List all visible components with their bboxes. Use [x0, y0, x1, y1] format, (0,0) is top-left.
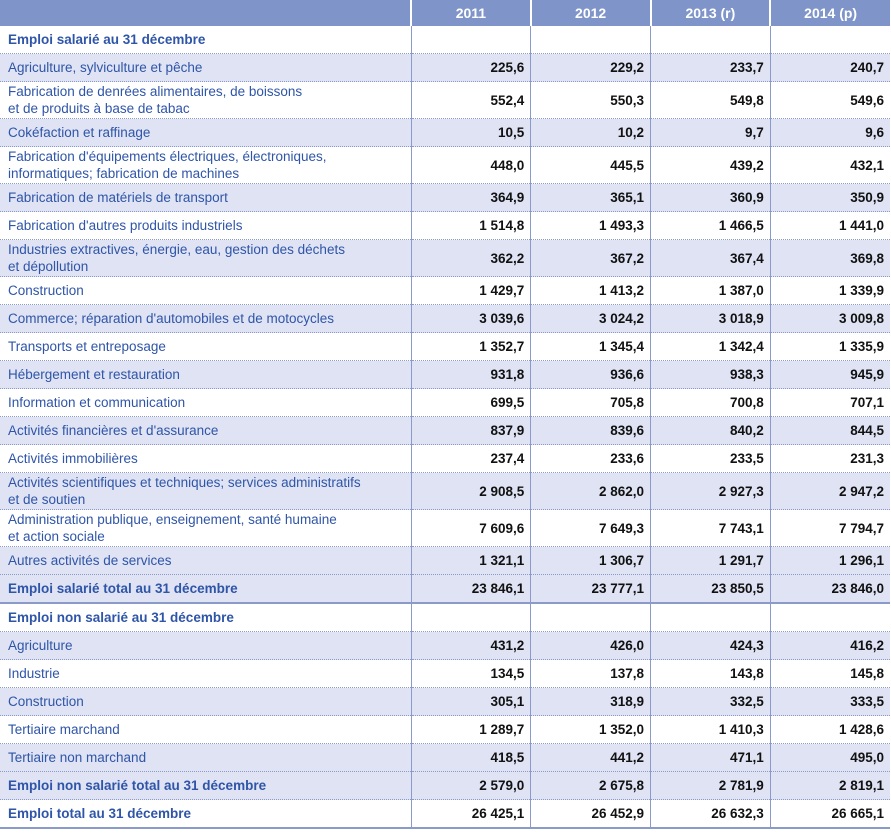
row-label: Industrie	[0, 660, 411, 688]
value-cell: 23 850,5	[651, 575, 771, 604]
value-cell: 839,6	[531, 417, 651, 445]
grand-total-row	[0, 800, 890, 829]
row-label: Fabrication de matériels de transport	[0, 184, 411, 212]
empty-cell	[770, 26, 890, 54]
total-row	[0, 575, 890, 604]
table-row	[0, 305, 890, 333]
table-row	[0, 660, 890, 688]
empty-cell	[531, 26, 651, 54]
value-cell: 552,4	[411, 82, 531, 119]
value-cell: 369,8	[770, 240, 890, 277]
row-label: Activités immobilières	[0, 445, 411, 473]
table-row	[0, 147, 890, 184]
value-cell: 23 846,1	[411, 575, 531, 604]
row-label: Agriculture, sylviculture et pêche	[0, 54, 411, 82]
value-cell: 424,3	[651, 632, 771, 660]
value-cell: 10,5	[411, 119, 531, 147]
table-row	[0, 445, 890, 473]
value-cell: 318,9	[531, 688, 651, 716]
row-label: Tertiaire non marchand	[0, 744, 411, 772]
value-cell: 549,8	[651, 82, 771, 119]
section-header-row	[0, 603, 890, 632]
section-header-row	[0, 26, 890, 54]
table-row	[0, 417, 890, 445]
row-label: Agriculture	[0, 632, 411, 660]
value-cell: 7 743,1	[651, 510, 771, 547]
empty-cell	[531, 603, 651, 632]
value-cell: 2 675,8	[531, 772, 651, 800]
value-cell: 7 794,7	[770, 510, 890, 547]
value-cell: 365,1	[531, 184, 651, 212]
value-cell: 445,5	[531, 147, 651, 184]
value-cell: 837,9	[411, 417, 531, 445]
table-row	[0, 333, 890, 361]
value-cell: 471,1	[651, 744, 771, 772]
value-cell: 237,4	[411, 445, 531, 473]
value-cell: 705,8	[531, 389, 651, 417]
value-cell: 1 335,9	[770, 333, 890, 361]
value-cell: 1 429,7	[411, 277, 531, 305]
value-cell: 350,9	[770, 184, 890, 212]
value-cell: 1 342,4	[651, 333, 771, 361]
table-row	[0, 119, 890, 147]
total-row	[0, 772, 890, 800]
value-cell: 1 441,0	[770, 212, 890, 240]
value-cell: 431,2	[411, 632, 531, 660]
value-cell: 231,3	[770, 445, 890, 473]
value-cell: 1 352,0	[531, 716, 651, 744]
table-row	[0, 389, 890, 417]
empty-cell	[411, 603, 531, 632]
value-cell: 229,2	[531, 54, 651, 82]
table-row	[0, 688, 890, 716]
value-cell: 1 296,1	[770, 547, 890, 575]
row-label: Tertiaire marchand	[0, 716, 411, 744]
row-label: Activités financières et d'assurance	[0, 417, 411, 445]
value-cell: 699,5	[411, 389, 531, 417]
empty-cell	[651, 603, 771, 632]
value-cell: 432,1	[770, 147, 890, 184]
row-label: Transports et entreposage	[0, 333, 411, 361]
row-label: Hébergement et restauration	[0, 361, 411, 389]
value-cell: 7 609,6	[411, 510, 531, 547]
value-cell: 550,3	[531, 82, 651, 119]
value-cell: 1 289,7	[411, 716, 531, 744]
value-cell: 1 306,7	[531, 547, 651, 575]
header-blank-cell	[0, 0, 411, 26]
value-cell: 1 291,7	[651, 547, 771, 575]
value-cell: 1 339,9	[770, 277, 890, 305]
value-cell: 1 466,5	[651, 212, 771, 240]
value-cell: 23 846,0	[770, 575, 890, 604]
table-row	[0, 473, 890, 510]
value-cell: 367,2	[531, 240, 651, 277]
table-row	[0, 632, 890, 660]
value-cell: 1 413,2	[531, 277, 651, 305]
section-title: Emploi non salarié au 31 décembre	[0, 603, 411, 632]
year-header: 2014 (p)	[770, 0, 890, 26]
row-label: Construction	[0, 277, 411, 305]
empty-cell	[770, 603, 890, 632]
year-header: 2013 (r)	[651, 0, 771, 26]
value-cell: 2 781,9	[651, 772, 771, 800]
value-cell: 145,8	[770, 660, 890, 688]
table-row	[0, 510, 890, 547]
row-label: Industries extractives, énergie, eau, gestion des déchets et dépollution	[0, 240, 411, 277]
value-cell: 26 632,3	[651, 800, 771, 829]
value-cell: 137,8	[531, 660, 651, 688]
value-cell: 2 819,1	[770, 772, 890, 800]
value-cell: 707,1	[770, 389, 890, 417]
table-row	[0, 212, 890, 240]
year-header: 2012	[531, 0, 651, 26]
value-cell: 367,4	[651, 240, 771, 277]
table-row	[0, 184, 890, 212]
year-header: 2011	[411, 0, 531, 26]
header-row	[0, 0, 890, 26]
row-label: Fabrication d'autres produits industriels	[0, 212, 411, 240]
value-cell: 3 018,9	[651, 305, 771, 333]
value-cell: 1 321,1	[411, 547, 531, 575]
value-cell: 426,0	[531, 632, 651, 660]
value-cell: 945,9	[770, 361, 890, 389]
value-cell: 1 493,3	[531, 212, 651, 240]
value-cell: 3 039,6	[411, 305, 531, 333]
row-label: Fabrication de denrées alimentaires, de boissons et de produits à base de tabac	[0, 82, 411, 119]
table-body	[0, 26, 890, 828]
table-row	[0, 716, 890, 744]
row-label: Activités scientifiques et techniques; services administratifs et de soutien	[0, 473, 411, 510]
value-cell: 26 452,9	[531, 800, 651, 829]
value-cell: 9,7	[651, 119, 771, 147]
value-cell: 143,8	[651, 660, 771, 688]
value-cell: 1 428,6	[770, 716, 890, 744]
row-label: Emploi salarié total au 31 décembre	[0, 575, 411, 604]
value-cell: 840,2	[651, 417, 771, 445]
empty-cell	[651, 26, 771, 54]
value-cell: 1 387,0	[651, 277, 771, 305]
value-cell: 23 777,1	[531, 575, 651, 604]
value-cell: 3 009,8	[770, 305, 890, 333]
value-cell: 362,2	[411, 240, 531, 277]
value-cell: 225,6	[411, 54, 531, 82]
value-cell: 240,7	[770, 54, 890, 82]
value-cell: 233,7	[651, 54, 771, 82]
value-cell: 1 514,8	[411, 212, 531, 240]
value-cell: 1 345,4	[531, 333, 651, 361]
value-cell: 938,3	[651, 361, 771, 389]
row-label: Cokéfaction et raffinage	[0, 119, 411, 147]
row-label: Emploi total au 31 décembre	[0, 800, 411, 829]
value-cell: 9,6	[770, 119, 890, 147]
value-cell: 2 908,5	[411, 473, 531, 510]
empty-cell	[411, 26, 531, 54]
table-row	[0, 744, 890, 772]
value-cell: 1 410,3	[651, 716, 771, 744]
value-cell: 495,0	[770, 744, 890, 772]
value-cell: 2 947,2	[770, 473, 890, 510]
value-cell: 2 927,3	[651, 473, 771, 510]
value-cell: 26 425,1	[411, 800, 531, 829]
row-label: Administration publique, enseignement, santé humaine et action sociale	[0, 510, 411, 547]
value-cell: 549,6	[770, 82, 890, 119]
value-cell: 333,5	[770, 688, 890, 716]
value-cell: 2 862,0	[531, 473, 651, 510]
table-row	[0, 82, 890, 119]
value-cell: 448,0	[411, 147, 531, 184]
value-cell: 418,5	[411, 744, 531, 772]
table-row	[0, 361, 890, 389]
value-cell: 332,5	[651, 688, 771, 716]
value-cell: 439,2	[651, 147, 771, 184]
value-cell: 233,5	[651, 445, 771, 473]
value-cell: 2 579,0	[411, 772, 531, 800]
row-label: Emploi non salarié total au 31 décembre	[0, 772, 411, 800]
value-cell: 7 649,3	[531, 510, 651, 547]
table-row	[0, 54, 890, 82]
value-cell: 3 024,2	[531, 305, 651, 333]
section-title: Emploi salarié au 31 décembre	[0, 26, 411, 54]
row-label: Commerce; réparation d'automobiles et de motocycles	[0, 305, 411, 333]
value-cell: 305,1	[411, 688, 531, 716]
value-cell: 1 352,7	[411, 333, 531, 361]
value-cell: 10,2	[531, 119, 651, 147]
row-label: Construction	[0, 688, 411, 716]
row-label: Autres activités de services	[0, 547, 411, 575]
value-cell: 364,9	[411, 184, 531, 212]
table-row	[0, 547, 890, 575]
value-cell: 134,5	[411, 660, 531, 688]
value-cell: 360,9	[651, 184, 771, 212]
value-cell: 844,5	[770, 417, 890, 445]
value-cell: 931,8	[411, 361, 531, 389]
value-cell: 416,2	[770, 632, 890, 660]
row-label: Information et communication	[0, 389, 411, 417]
value-cell: 700,8	[651, 389, 771, 417]
row-label: Fabrication d'équipements électriques, électroniques, informatiques; fabrication de machines	[0, 147, 411, 184]
table-row	[0, 277, 890, 305]
value-cell: 441,2	[531, 744, 651, 772]
value-cell: 936,6	[531, 361, 651, 389]
value-cell: 26 665,1	[770, 800, 890, 829]
value-cell: 233,6	[531, 445, 651, 473]
table-row	[0, 240, 890, 277]
